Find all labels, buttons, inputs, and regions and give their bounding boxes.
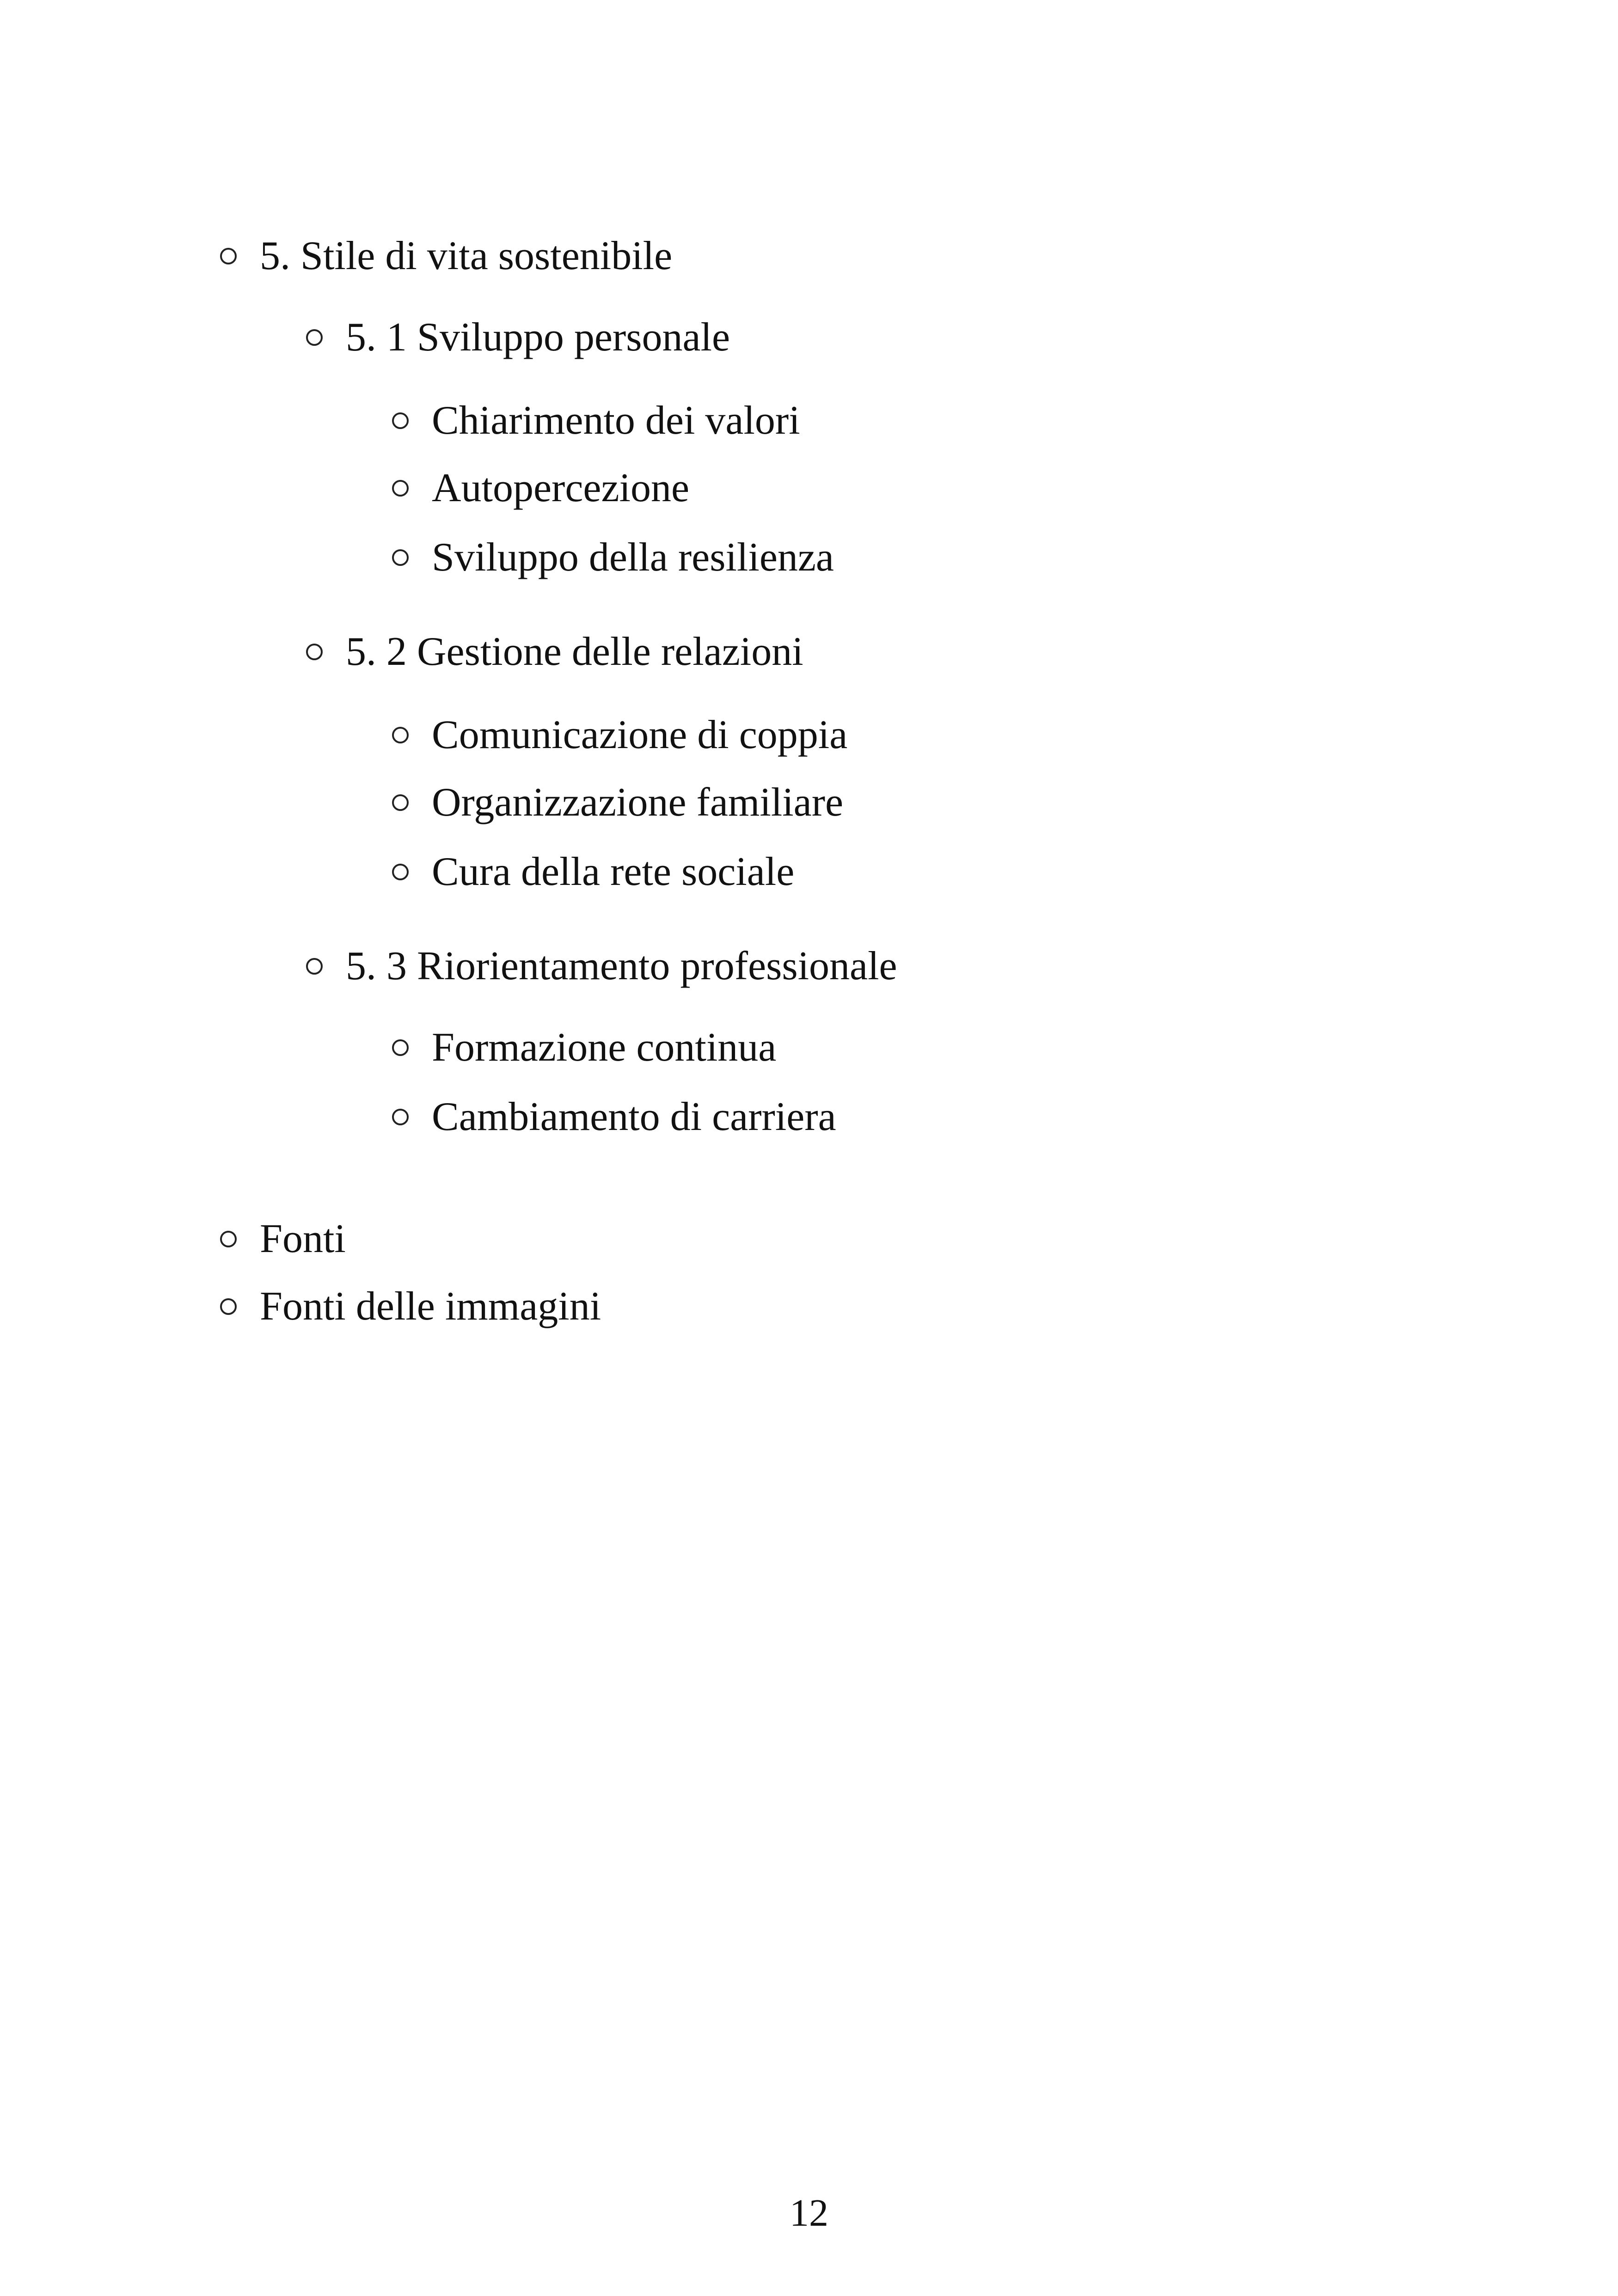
toc-entry-label: Fonti (260, 1216, 346, 1261)
toc-entry-label: Chiarimento dei valori (432, 398, 800, 443)
hollow-circle-bullet-icon (392, 1039, 409, 1056)
toc-entry-label: Fonti delle immagini (260, 1284, 601, 1329)
toc-entry-label: Sviluppo della resilienza (432, 535, 834, 580)
toc-entry-cambiamento-di-carriera[interactable] (392, 1094, 836, 1139)
hollow-circle-bullet-icon (392, 794, 409, 811)
toc-entry-organizzazione-familiare[interactable] (392, 780, 844, 825)
toc-entry-label: Autopercezione (432, 466, 690, 510)
toc-entry-autopercezione[interactable] (392, 466, 690, 510)
hollow-circle-bullet-icon (392, 412, 409, 429)
toc-entry-label: Cambiamento di carriera (432, 1094, 836, 1139)
toc-entry-formazione-continua[interactable] (392, 1025, 777, 1070)
toc-entry-comunicazione-di-coppia[interactable] (392, 712, 848, 757)
hollow-circle-bullet-icon (306, 329, 323, 346)
toc-entry-label: 5. 2 Gestione delle relazioni (346, 629, 803, 674)
hollow-circle-bullet-icon (392, 1109, 409, 1125)
toc-entry-chiarimento-dei-valori[interactable] (392, 398, 800, 443)
toc-entry-5-3[interactable] (306, 944, 897, 988)
toc-entry-label: Cura della rete sociale (432, 849, 795, 894)
hollow-circle-bullet-icon (220, 1298, 237, 1315)
toc-entry-label: Formazione continua (432, 1025, 777, 1070)
toc-entry-fonti[interactable] (220, 1216, 346, 1261)
toc-entry-fonti-delle-immagini[interactable] (220, 1284, 601, 1329)
toc-entry-label: Organizzazione familiare (432, 780, 844, 825)
toc-entry-label: 5. 1 Sviluppo personale (346, 315, 730, 360)
hollow-circle-bullet-icon (306, 958, 323, 975)
hollow-circle-bullet-icon (220, 1231, 237, 1247)
hollow-circle-bullet-icon (392, 727, 409, 743)
toc-entry-section-5[interactable] (220, 233, 673, 278)
toc-entry-5-2[interactable] (306, 629, 803, 674)
page-number: 12 (790, 2192, 828, 2235)
toc-entry-label: 5. 3 Riorientamento professionale (346, 944, 897, 988)
hollow-circle-bullet-icon (392, 480, 409, 497)
toc-entry-label: Comunicazione di coppia (432, 712, 848, 757)
hollow-circle-bullet-icon (392, 549, 409, 566)
hollow-circle-bullet-icon (392, 864, 409, 880)
hollow-circle-bullet-icon (306, 644, 323, 660)
toc-entry-5-1[interactable] (306, 315, 730, 360)
toc-entry-cura-della-rete-sociale[interactable] (392, 849, 795, 894)
hollow-circle-bullet-icon (220, 248, 237, 264)
toc-entry-label: 5. Stile di vita sostenibile (260, 233, 673, 278)
toc-entry-sviluppo-della-resilienza[interactable] (392, 535, 834, 580)
